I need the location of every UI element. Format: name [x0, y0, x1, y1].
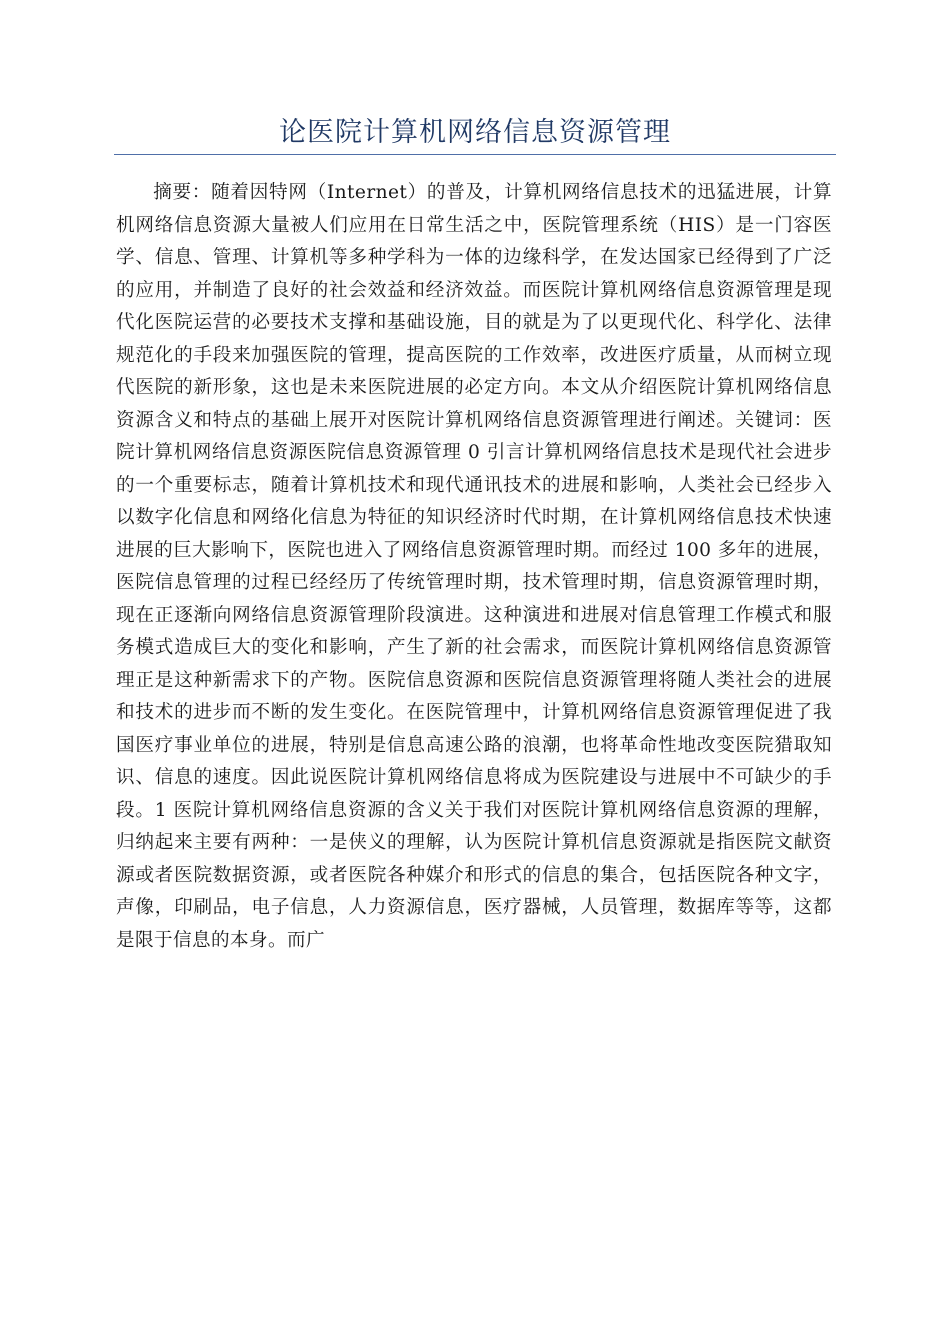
- document-title: 论医院计算机网络信息资源管理: [279, 117, 671, 148]
- title-block: [114, 112, 836, 155]
- title-underline: [114, 154, 836, 155]
- body-paragraph: 摘要：随着因特网（Internet）的普及，计算机网络信息技术的迅猛进展，计算机网络信息资源大量被人们应用在日常生活之中，医院管理系统（HIS）是一门容医学、信息、管理、计算机等多种学科为一体的边缘科学，在发达国家已经得到了广泛的应用，并制造了良好的社会效益和经济效益。而医院计算机网络信息资源管理是现代化医院运营的必要技术支撑和基础设施，目的就是为了以更现代化、科学化、法律规范化的手段来加强医院的管理，提高医院的工作效率，改进医疗质量，从而树立现代医院的新形象，这也是未来医院进展的必定方向。本文从介绍医院计算机网络信息资源含义和特点的基础上展开对医院计算机网络信息资源管理进行阐述。关键词：医院计算机网络信息资源医院信息资源管理 0 引言计算机网络信息技术是现代社会进步的一个重要标志，随着计算机技术和现代通讯技术的进展和影响，人类社会已经步入以数字化信息和网络化信息为特征的知识经济时代时期，在计算机网络信息技术快速进展的巨大影响下，医院也进入了网络信息资源管理时期。而经过 100 多年的进展，医院信息管理的过程已经经历了传统管理时期，技术管理时期，信息资源管理时期，现在正逐渐向网络信息资源管理阶段演进。这种演进和进展对信息管理工作模式和服务模式造成巨大的变化和影响，产生了新的社会需求，而医院计算机网络信息资源管理正是这种新需求下的产物。医院信息资源和医院信息资源管理将随人类社会的进展和技术的进步而不断的发生变化。在医院管理中，计算机网络信息资源管理促进了我国医疗事业单位的进展，特别是信息高速公路的浪潮，也将革命性地改变医院猎取知识、信息的速度。因此说医院计算机网络信息将成为医院建设与进展中不可缺少的手段。1 医院计算机网络信息资源的含义关于我们对医院计算机网络信息资源的理解，归纳起来主要有两种：一是侠义的理解，认为医院计算机信息资源就是指医院文献资源或者医院数据资源，或者医院各种媒介和形式的信息的集合，包括医院各种文字，声像，印刷品，电子信息，人力资源信息，医疗器械，人员管理，数据库等等，这都是限于信息的本身。而广: [116, 182, 832, 951]
